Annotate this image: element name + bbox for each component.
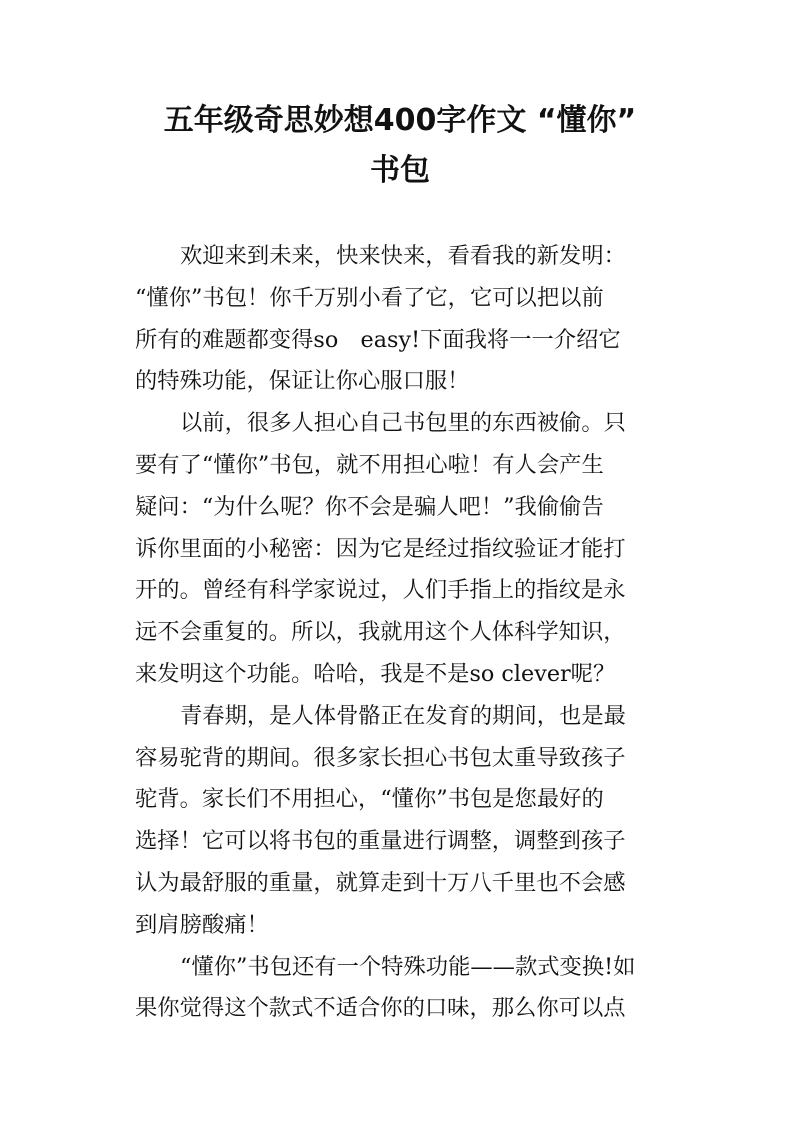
paragraph-line: 远不会重复的。所以，我就用这个人体科学知识， <box>135 619 626 646</box>
paragraph-line: “懂你”书包！你千万别小看了它，它可以把以前 <box>135 284 604 311</box>
paragraph-line: “懂你”书包还有一个特殊功能——款式变换!如 <box>180 953 636 980</box>
paragraph-line: 认为最舒服的重量，就算走到十万八千里也不会感 <box>135 869 626 896</box>
paragraph-line: 选择！它可以将书包的重量进行调整，调整到孩子 <box>135 828 626 855</box>
document-title <box>100 96 700 196</box>
paragraph-line: 驼背。家长们不用担心，“懂你”书包是您最好的 <box>135 786 604 813</box>
paragraph-line: 以前，很多人担心自己书包里的东西被偷。只 <box>180 410 626 437</box>
paragraph-line: 果你觉得这个款式不适合你的口味，那么你可以点 <box>135 995 626 1022</box>
paragraph-line: 诉你里面的小秘密：因为它是经过指纹验证才能打 <box>135 535 626 562</box>
paragraph-line: 到肩膀酸痛！ <box>135 911 269 938</box>
title-line-1: 五年级奇思妙想400字作文 “懂你” <box>163 103 637 138</box>
paragraph-line: 所有的难题都变得so easy!下面我将一一介绍它 <box>135 326 621 353</box>
paragraph-line: 疑问：“为什么呢？你不会是骗人吧！”我偷偷告 <box>135 493 604 520</box>
paragraph-line: 开的。曾经有科学家说过，人们手指上的指纹是永 <box>135 577 626 604</box>
title-line-2: 书包 <box>370 153 430 188</box>
paragraph-line: 的特殊功能，保证让你心服口服！ <box>135 368 470 395</box>
paragraph-line: 青春期，是人体骨骼正在发育的期间，也是最 <box>180 702 626 729</box>
paragraph-line: 欢迎来到未来，快来快来，看看我的新发明： <box>180 243 626 269</box>
paragraph-line: 容易驼背的期间。很多家长担心书包太重导致孩子 <box>135 744 626 771</box>
paragraph-line: 来发明这个功能。哈哈，我是不是so clever呢？ <box>135 660 616 687</box>
paragraph-line: 要有了“懂你”书包，就不用担心啦！有人会产生 <box>135 451 604 478</box>
essay-body <box>135 236 670 1030</box>
